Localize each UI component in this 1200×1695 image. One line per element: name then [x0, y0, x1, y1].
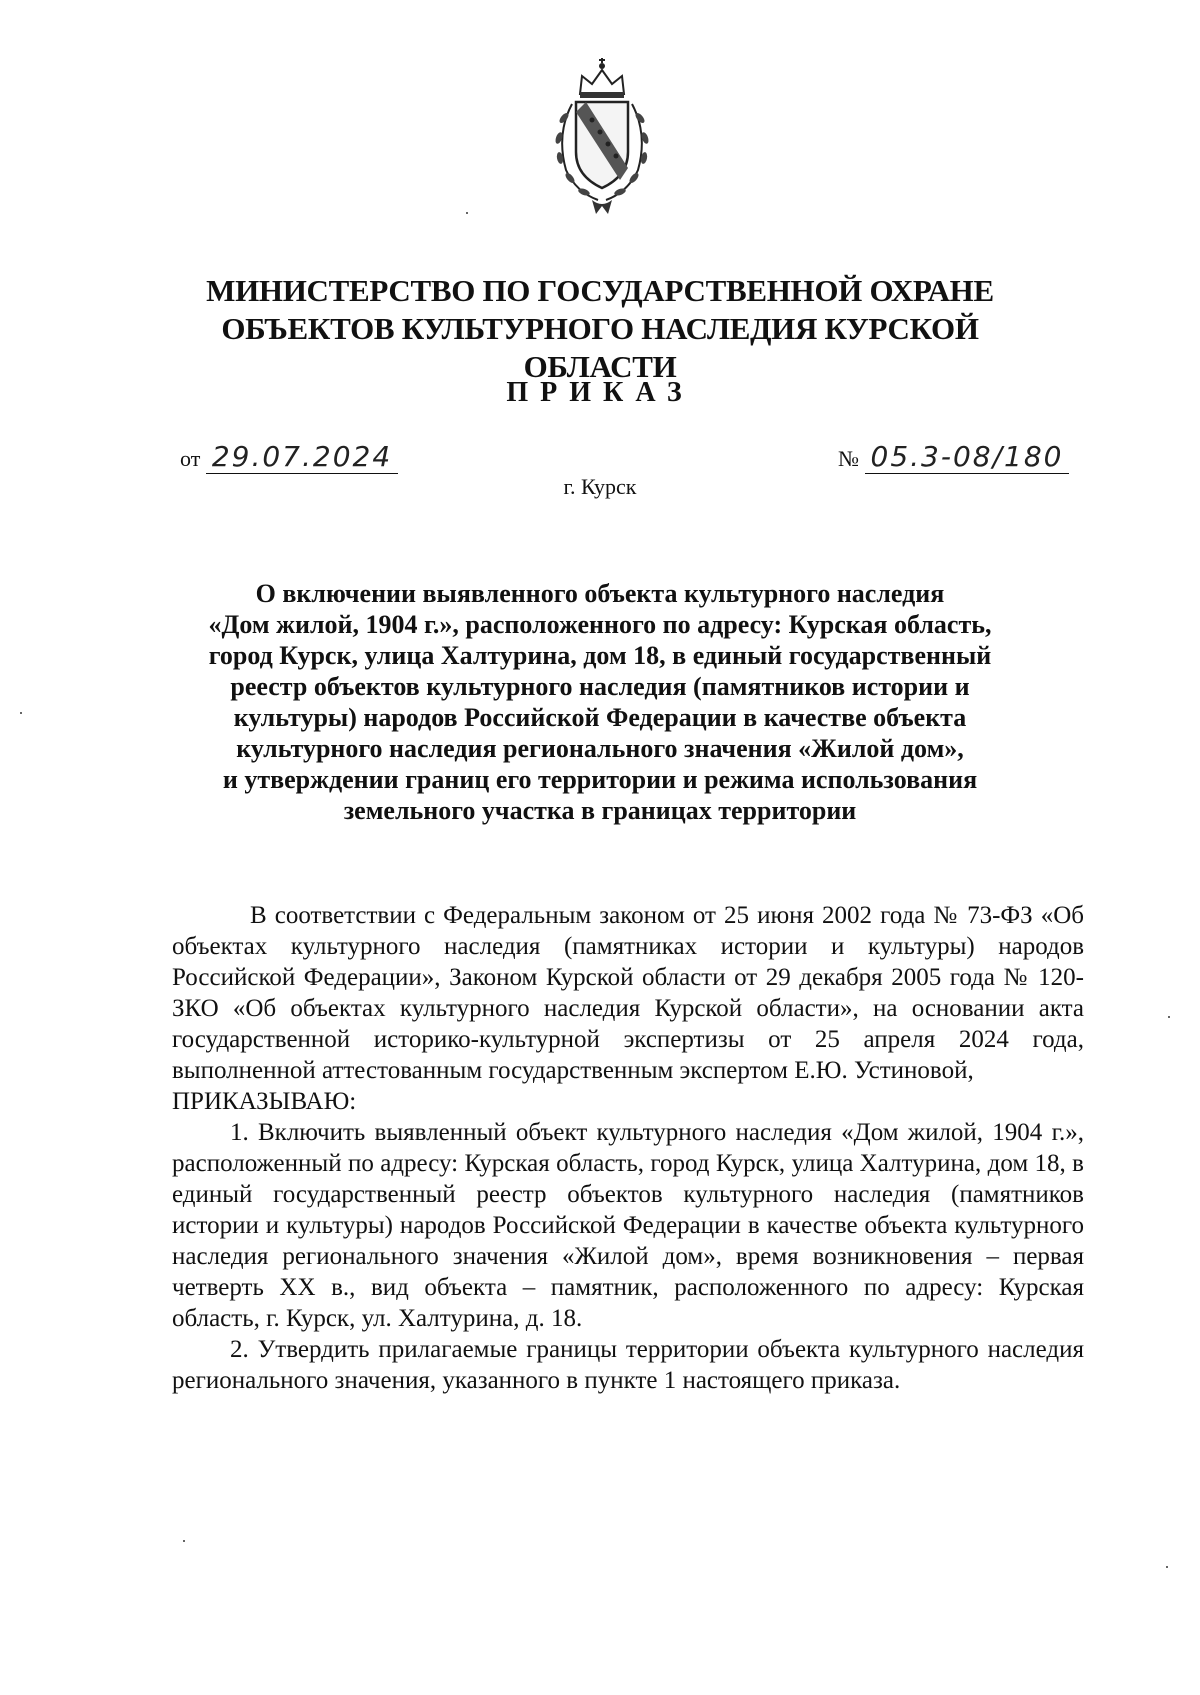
subject-line: и утверждении границ его территории и режима использования: [222, 765, 978, 794]
ministry-line-2: ОБЪЕКТОВ КУЛЬТУРНОГО НАСЛЕДИЯ КУРСКОЙ ОБЛАСТИ: [221, 311, 979, 384]
scan-speck: [466, 212, 468, 214]
order-subject: [170, 578, 1030, 826]
preamble-text: В соответствии с Федеральным законом от 25 июня 2002 года № 73-ФЗ «Об объектах культурного наследия (памятниках истории и культуры) народов Российской Федерации», Законом Курской области от 29 декабря 2005 года № 120-ЗКО «Об объектах культурного наследия Курской области», на основании акта государственной историко-культурной экспертизы от 25 апреля 2024 года, выполненной аттестованным государственным экспертом Е.Ю. Устиновой,: [172, 902, 1084, 1084]
city: г. Курск: [563, 474, 637, 499]
subject-line: земельного участка в границах территории: [343, 796, 857, 825]
number-prefix: №: [838, 446, 859, 471]
kursk-coat-of-arms-icon: [542, 54, 662, 224]
date-value: 29.07.2024: [206, 440, 398, 474]
scan-speck: [183, 1540, 185, 1542]
subject-line: культуры) народов Российской Федерации в качестве объекта: [233, 703, 967, 732]
subject-line: город Курск, улица Халтурина, дом 18, в единый государственный: [208, 641, 992, 670]
subject-line: «Дом жилой, 1904 г.», расположенного по адресу: Курская область,: [208, 610, 992, 639]
scan-speck: [20, 712, 22, 714]
date-prefix: от: [180, 446, 201, 471]
scan-speck: [1168, 1016, 1170, 1018]
order-word: ПРИКАЗЫВАЮ:: [172, 1088, 357, 1115]
order-point-2: 2. Утвердить прилагаемые границы территории объекта культурного наследия регионального значения, указанного в пункте 1 настоящего приказа.: [172, 1336, 1084, 1394]
subject-line: О включении выявленного объекта культурного наследия: [255, 579, 945, 608]
subject-line: культурного наследия регионального значения «Жилой дом»,: [236, 734, 964, 763]
order-body: [172, 900, 1084, 1396]
scan-speck: [1166, 1566, 1168, 1568]
number-row: [838, 440, 1069, 473]
subject-line: реестр объектов культурного наследия (памятников истории и: [230, 672, 970, 701]
preamble-paragraph: [172, 900, 1084, 1117]
document-type: ПРИКАЗ: [506, 377, 694, 408]
order-point-1: 1. Включить выявленный объект культурного наследия «Дом жилой, 1904 г.», расположенный по адресу: Курская область, город Курск, улица Халтурина, дом 18, в единый государственный реестр объектов культурного наследия (памятников истории и культуры) народов Российской Федерации в качестве объекта культурного наследия регионального значения «Жилой дом», время возникновения – первая четверть XX в., вид объекта – памятник, расположенного по адресу: Курская область, г. Курск, ул. Халтурина, д. 18.: [172, 1119, 1084, 1332]
number-value: 05.3-08/180: [865, 440, 1070, 474]
ministry-line-1: МИНИСТЕРСТВО ПО ГОСУДАРСТВЕННОЙ ОХРАНЕ: [206, 273, 994, 308]
ministry-name: [150, 272, 1050, 386]
date-row: [180, 440, 398, 473]
